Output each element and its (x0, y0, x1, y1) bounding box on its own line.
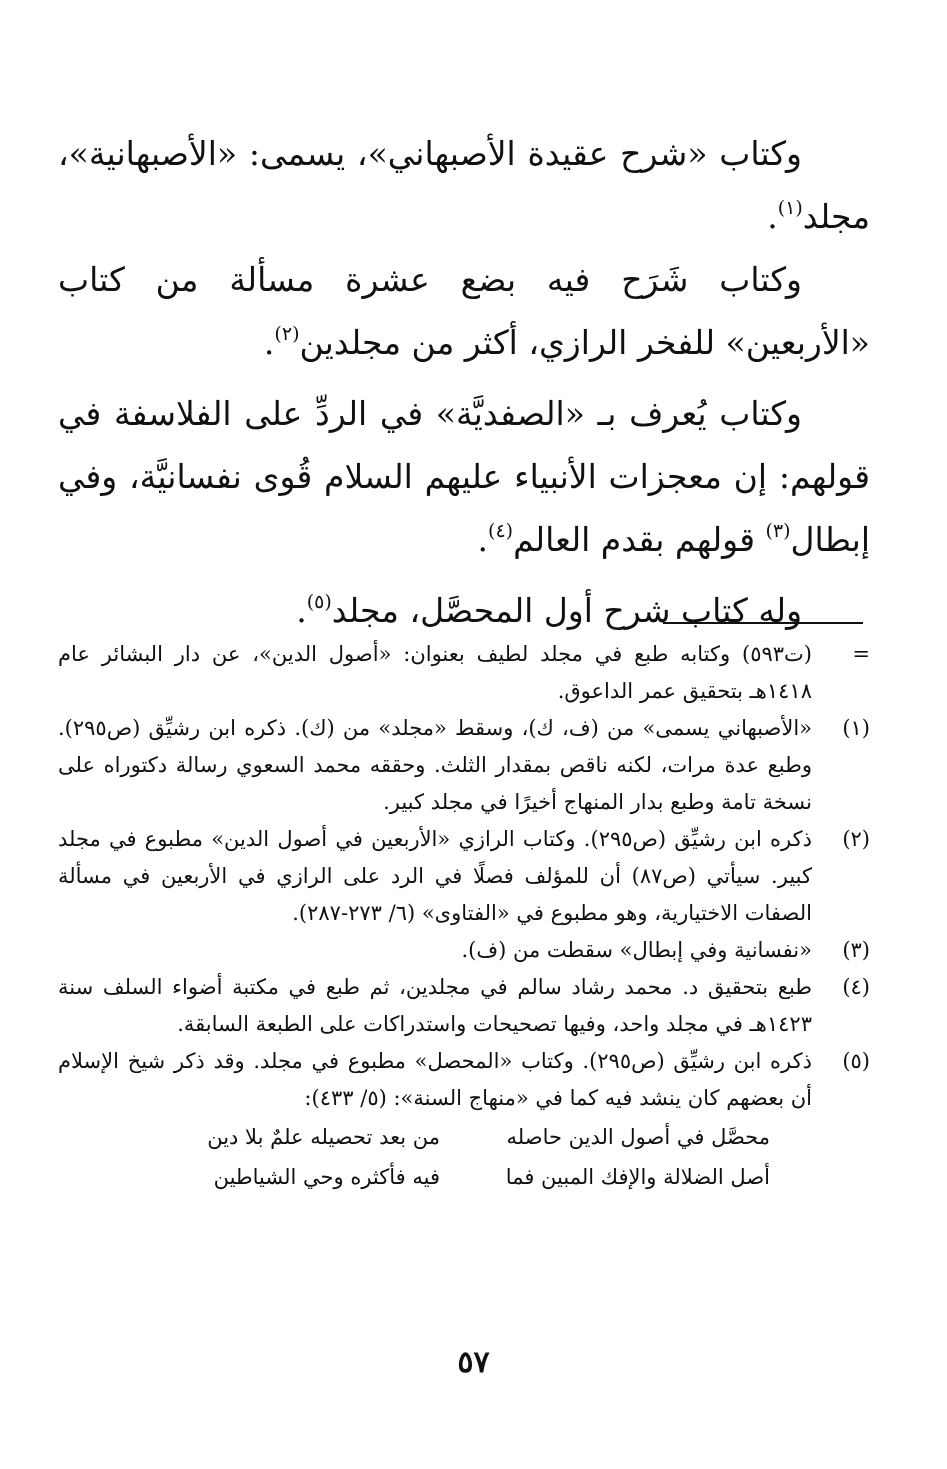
footnote-ref-2: (٢) (274, 323, 300, 345)
footnote-number: (٣) (842, 938, 870, 962)
footnote-ref-1: (١) (777, 197, 803, 219)
paragraph-3-text-a: وكتاب يُعرف بـ «الصفديَّة» في الردِّ على الفلاسفة في قولهم: إن معجزات الأنبياء عليهم السلام قُوى نفسانيَّة، وفي إبطال (58, 394, 870, 559)
paragraph-2-text: وكتاب شَرَح فيه بضع عشرة مسألة من كتاب «الأربعين» للفخر الرازي، أكثر من مجلدين (58, 260, 870, 362)
paragraph-1-end: . (767, 197, 778, 236)
footnote-number: (٢) (842, 827, 870, 851)
poem-hemistich-1: أصل الضلالة والإفك المبين فما (505, 1165, 770, 1189)
footnote-text: «الأصبهاني يسمى» من (ف، ك)، وسقط «مجلد» من (ك). ذكره ابن رشيِّق (ص٢٩٥). وطبع عدة مرات، لكنه ناقص بمقدار الثلث. وحققه محمد السعوي رسالة دكتوراه على نسخة تامة وطبع بدار المنهاج أخيرًا في مجلد كبير. (58, 716, 812, 814)
paragraph-1-text: وكتاب «شرح عقيدة الأصبهاني»، يسمى: «الأصبهانية»، مجلد (58, 134, 870, 236)
poem-hemistich-2: من بعد تحصيله علمٌ بلا دين (207, 1125, 440, 1149)
footnote-continued (58, 636, 870, 710)
footnote-text: «نفسانية وفي إبطال» سقطت من (ف). (461, 938, 812, 962)
footnote-number: (٤) (842, 975, 870, 999)
footnote-number: (٥) (842, 1049, 870, 1073)
poem-verse-1 (58, 1117, 870, 1157)
footnote-ref-3: (٣) (765, 520, 791, 542)
footnote-ref-5: (٥) (306, 591, 332, 613)
paragraph-2-end: . (263, 323, 275, 362)
footnote-separator (663, 622, 863, 624)
poem-hemistich-1: محصَّل في أصول الدين حاصله (506, 1125, 770, 1149)
footnote-1 (58, 710, 870, 821)
page-number: ٥٧ (457, 1345, 490, 1380)
paragraph-1 (58, 122, 870, 248)
footnotes (58, 636, 870, 1197)
paragraph-4-text: وله كتاب شرح أول المحصَّل، مجلد (331, 591, 802, 630)
paragraph-3 (58, 382, 870, 571)
footnote-text: ذكره ابن رشيِّق (ص٢٩٥). وكتاب الرازي «الأربعين في أصول الدين» مطبوع في مجلد كبير. سيأتي (ص٨٧) أن للمؤلف فصلًا في الرد على الرازي في الأربعين في مسألة الصفات الاختيارية، وهو مطبوع في «الفتاوى» (٦/ ٢٧٣-٢٨٧). (58, 827, 812, 925)
poem-hemistich-2: فيه فأكثره وحي الشياطين (213, 1165, 440, 1189)
footnote-text: ذكره ابن رشيِّق (ص٢٩٥). وكتاب «المحصل» مطبوع في مجلد. وقد ذكر شيخ الإسلام أن بعضهم كان ينشد فيه كما في «منهاج السنة»: (٥/ ٤٣٣): (58, 1049, 812, 1110)
poem-verse-2 (58, 1157, 870, 1197)
main-text (58, 122, 870, 642)
footnote-ref-4: (٤) (488, 520, 514, 542)
footnote-3 (58, 932, 870, 969)
footnote-number: = (852, 642, 870, 666)
paragraph-4 (58, 579, 870, 642)
footnote-2 (58, 821, 870, 932)
footnote-text: (ت٥٩٣) وكتابه طبع في مجلد لطيف بعنوان: «أصول الدين»، عن دار البشائر عام ١٤١٨هـ بتحقيق عمر الداعوق. (58, 642, 812, 703)
footnote-4 (58, 969, 870, 1043)
paragraph-4-end: . (296, 591, 307, 630)
footnote-text: طبع بتحقيق د. محمد رشاد سالم في مجلدين، ثم طبع في مكتبة أضواء السلف سنة ١٤٢٣هـ في مجلد واحد، وفيها تصحيحات واستدراكات على الطبعة السابقة. (58, 975, 812, 1036)
paragraph-3-text-b: قولهم بقدم العالم (513, 520, 766, 559)
footnote-number: (١) (842, 716, 870, 740)
paragraph-3-end: . (477, 520, 489, 559)
paragraph-2 (58, 248, 870, 374)
footnote-5 (58, 1043, 870, 1117)
